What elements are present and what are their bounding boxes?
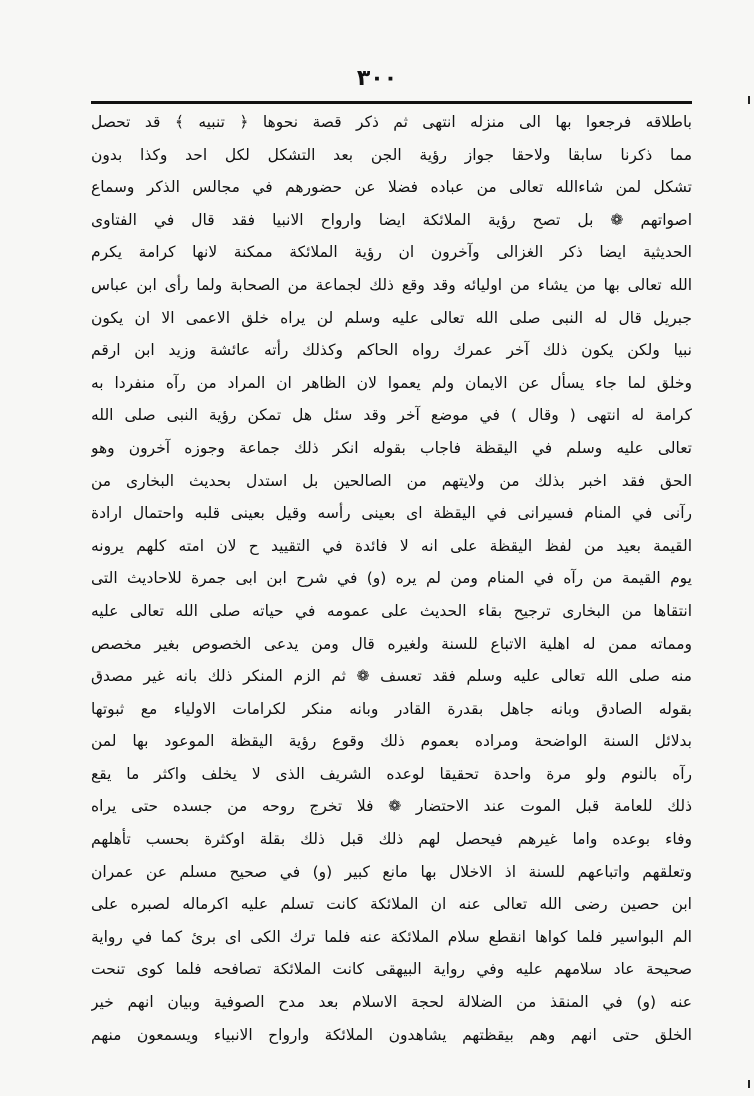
text-line: كرامة له انتهى ( وقال ) في موضع آخر وقد سئل هل تمكن رؤية النبى صلى الله xyxy=(91,406,692,425)
text-line: منه صلى الله تعالى عليه وسلم فقد تعسف ❁ ثم الزم المنكر ذلك بانه غير مصدق xyxy=(91,667,692,686)
text-line: يوم القيمة من رآه في المنام ومن لم يره (و) في شرح ابن ابى جمرة للاحاديث التى xyxy=(91,569,692,588)
margin-mark xyxy=(748,1080,750,1088)
text-line: باطلاقه فرجعوا بها الى منزله انتهى ثم ذكر قصة نحوها ﴿ تنبيه ﴾ قد تحصل xyxy=(91,113,692,131)
text-line: ابن حصين رضى الله تعالى عنه ان الملائكة كانت تسلم عليه اكرماله لصبره على xyxy=(91,895,692,914)
text-line: عنه (و) في المنقذ من الضلالة لحجة الاسلام بعد مدح الصوفية وبيان انهم خير xyxy=(91,993,692,1012)
text-line: اصواتهم ❁ بل تصح رؤية الملائكة ايضا وارواح الانبيا فقد قال في الفتاوى xyxy=(91,210,692,229)
text-line: رآنى في المنام فسيرانى في اليقظة اى بعينى رأسه وقيل بعينى قلبه واحتمال ارادة xyxy=(91,504,692,523)
page-number: ٣٠٠ xyxy=(356,66,398,91)
text-line: ومماته ممن له اهلية الاتباع للسنة ولغيره قال ومن يدعى الخصوص بغير مخصص xyxy=(91,634,692,653)
text-line: الحديثية ايضا ذكر الغزالى وآخرون ان رؤية الملائكة ممكنة لانها كرامة يكرم xyxy=(91,243,692,262)
body-text xyxy=(91,106,692,1051)
text-line: وتعلقهم واتباعهم للسنة اذ الاخلال بها مانع كبير (و) في صحيح مسلم عن عمران xyxy=(91,862,692,881)
margin-mark xyxy=(748,96,750,104)
text-line: ذلك للعامة قبل الموت عند الاحتضار ❁ فلا تخرج روحه من جسده حتى يراه xyxy=(91,797,692,816)
text-line: رآه بالنوم ولو مرة واحدة تحقيقا لوعده الشريف الذى لا يخلف واكثر ما يقع xyxy=(91,764,692,783)
text-line: جبريل قال له النبى صلى الله تعالى عليه وسلم لن يراه خلق الاعمى الا ان يكون xyxy=(91,308,692,327)
text-line: وفاء بوعده واما غيرهم فيحصل لهم ذلك قبل ذلك بقلة اوكثرة بحسب تأهلهم xyxy=(91,830,692,849)
text-line: بقوله الصادق وبانه جاهل بقدرة القادر وبانه منكر لكرامات الاولياء مع ثبوتها xyxy=(91,699,692,718)
text-line: الخلق حتى انهم وهم بيقظتهم يشاهدون الملائكة وارواح الانبياء ويسمعون منهم xyxy=(91,1025,692,1044)
text-line: الحق فقد اخبر بذلك من ولايتهم من الصالحين بل استدل بحديث البخارى من xyxy=(91,471,692,490)
text-line: صحيحة عاد سلامهم عليه وفي رواية البيهقى كانت الملائكة تصافحه فلما كوى تنحت xyxy=(91,960,692,979)
text-line: تعالى عليه وسلم في اليقظة فاجاب بقوله انكر ذلك جماعة وجوزه آخرون وهو xyxy=(91,438,692,457)
text-line: انتقاها من البخارى ترجيح بقاء الحديث على عمومه في حياته صلى الله تعالى عليه xyxy=(91,601,692,620)
text-line: الله تعالى بها من يشاء من اوليائه وقد وقع ذلك لجماعة من الصحابة ولما رأى ابن عباس xyxy=(91,275,692,294)
text-line: بدلائل السنة الواضحة ومراده بعموم ذلك وقوع رؤية اليقظة الموعود بها لمن xyxy=(91,732,692,751)
text-line: وخلق لما جاء يسأل عن الايمان ولم يعموا لان الظاهر ان المراد من رآه منفردا به xyxy=(91,373,692,392)
text-line: تشكل لمن شاءالله تعالى من عباده فضلا عن حضورهم في مجالس الذكر وسماع xyxy=(91,178,692,197)
text-line: مما ذكرنا سابقا ولاحقا جواز رؤية الجن بعد التشكل لكل احد وكذا بدون xyxy=(91,145,692,164)
text-line: نبيا ولكن يكون ذلك آخر عمرك رواه الحاكم وكذلك رأته عائشة وزيد ابن ارقم xyxy=(91,341,692,360)
text-line: الم البواسير فلما كواها انقطع سلام الملائكة عنه فلما ترك الكى اى برئ كما في رواية xyxy=(91,927,692,946)
header-rule xyxy=(91,101,692,104)
text-line: القيمة بعيد من لفظ اليقظة على انه لا فائدة في التقييد ح لان امته كلهم يرونه xyxy=(91,536,692,555)
